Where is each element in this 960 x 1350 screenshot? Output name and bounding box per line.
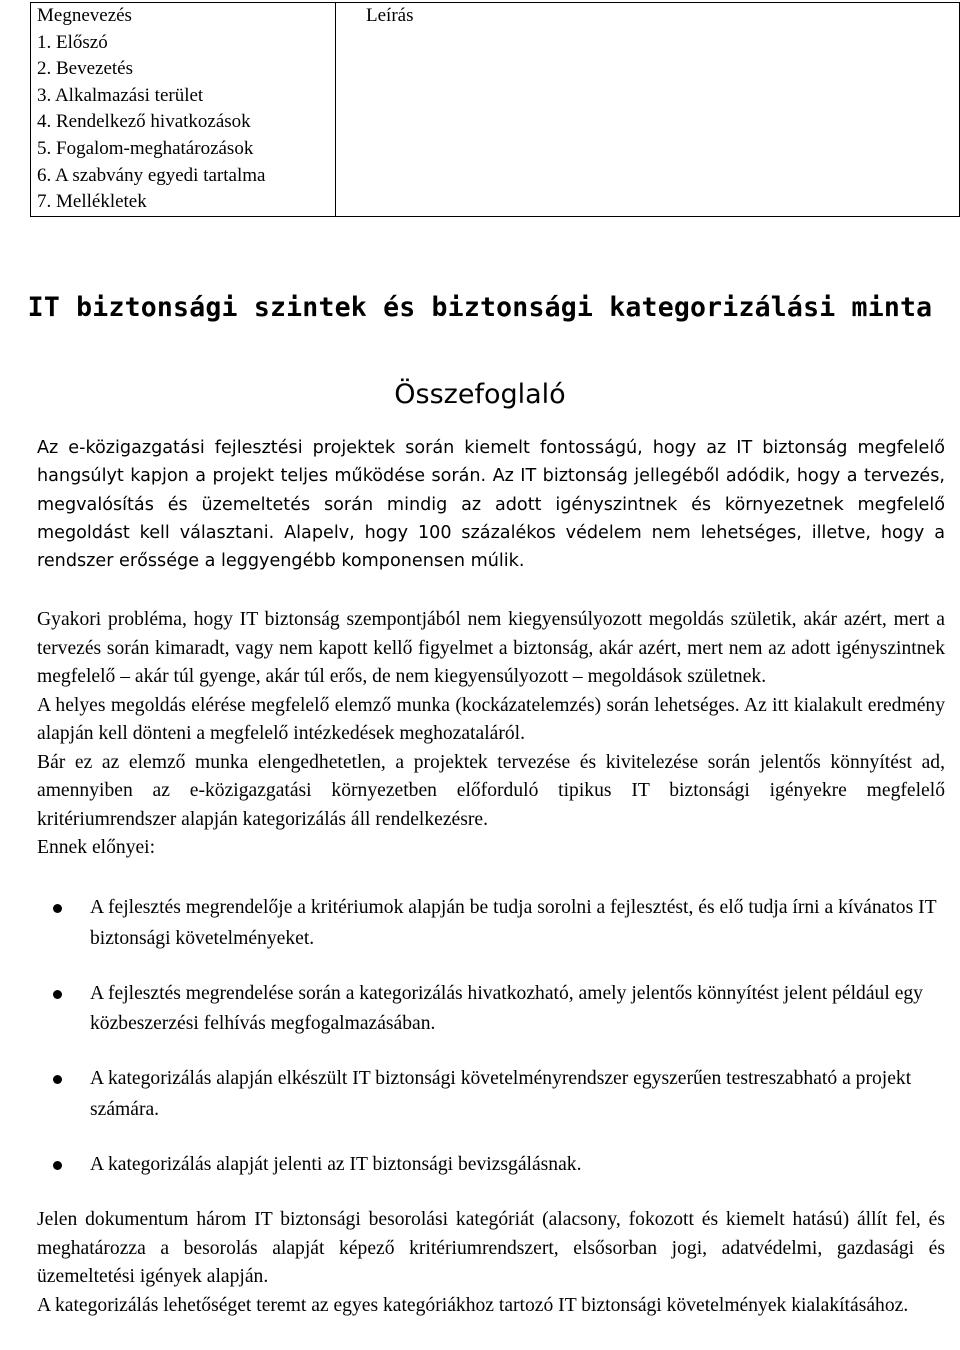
toc-header-description: Leírás [366,5,414,26]
list-item-text: A kategorizálás alapját jelenti az IT biztonsági bevizsgálásnak. [90,1153,582,1175]
body-paragraph: A helyes megoldás elérése megfelelő elemző munka (kockázatelemzés) során lehetséges. Az itt kialakult eredmény alapján kell dönteni a megfelelő intézkedések meghozataláról. [37,694,945,744]
summary-paragraph: Az e-közigazgatási fejlesztési projektek során kiemelt fontosságú, hogy az IT biztonság megfelelő hangsúlyt kapjon a projekt teljes működése során. Az IT biztonság jellegéből adódik, hogy a tervezés, megvalósítás és üzemeltetés során mindig az adott igényszintnek és környezetnek megfelelő megoldást kell választani. Alapelv, hogy 100 százalékos védelem nem lehetséges, illetve, hogy a rendszer erőssége a leggyengébb komponensen múlik. [37,438,945,572]
list-item [37,1150,945,1181]
toc-item: 5. Fogalom-meghatározások [37,137,254,159]
toc-description-cell [336,3,960,217]
summary-section [37,434,945,575]
toc-item: 1. Előszó [37,31,108,53]
toc-item: 6. A szabvány egyedi tartalma [37,164,266,186]
toc-header-name: Megnevezés [37,5,132,26]
list-item-text: A kategorizálás alapján elkészült IT biztonsági követelményrendszer egyszerűen testreszabható a projekt számára. [90,1068,912,1120]
document-title: IT biztonsági szintek és biztonsági kategorizálási minta [27,292,933,323]
closing-section [37,1206,945,1320]
toc-item: 4. Rendelkező hivatkozások [37,111,251,133]
list-item [37,1064,945,1125]
advantages-list [37,893,945,1205]
body-paragraph: Bár ez az elemző munka elengedhetetlen, a projektek tervezése és kivitelezése során jelentős könnyítést ad, amennyiben az e-közigazgatási környezetben előforduló tipikus IT biztonsági igényekre megfelelő kritériumrendszer alapján kategorizálás áll rendelkezésre. [37,751,945,830]
bullet-icon [53,1161,62,1170]
table-row [31,3,960,217]
list-item [37,893,945,954]
bullet-icon [53,1075,62,1084]
closing-paragraph: Jelen dokumentum három IT biztonsági besorolási kategóriát (alacsony, fokozott és kiemelt hatású) állít fel, és meghatározza a besorolás alapját képező kritériumrendszert, elsősorban jogi, adatvédelmi, gazdasági és üzemeltetési igények alapján. [37,1209,945,1287]
body-paragraph: Ennek előnyei: [37,837,156,858]
body-paragraph: Gyakori probléma, hogy IT biztonság szempontjából nem kiegyensúlyozott megoldás születik, akár azért, mert a tervezés során kimaradt, vagy nem kapott kellő figyelmet a biztonság, akár azért, mert nem az adott igényszintnek megfelelő – akár túl gyenge, akár túl erős, de nem kiegyensúlyozott – megoldások születnek. [37,609,945,687]
toc-item: 3. Alkalmazási terület [37,84,204,106]
toc-table [30,2,960,217]
summary-heading: Összefoglaló [394,379,566,410]
toc-name-cell [31,3,336,217]
toc-item: 2. Bevezetés [37,58,134,80]
bullet-icon [53,990,62,999]
list-item-text: A fejlesztés megrendelése során a kategorizálás hivatkozható, amely jelentős könnyítést jelent például egy közbeszerzési felhívás megfogalmazásában. [90,982,923,1034]
list-item-text: A fejlesztés megrendelője a kritériumok alapján be tudja sorolni a fejlesztést, és elő tudja írni a kívánatos IT biztonsági követelményeket. [90,897,937,949]
bullet-icon [53,904,62,913]
closing-paragraph: A kategorizálás lehetőséget teremt az egyes kategóriákhoz tartozó IT biztonsági követelmények kialakításához. [37,1294,909,1316]
body-section [37,606,945,863]
list-item [37,979,945,1040]
toc-item: 7. Mellékletek [37,191,147,213]
